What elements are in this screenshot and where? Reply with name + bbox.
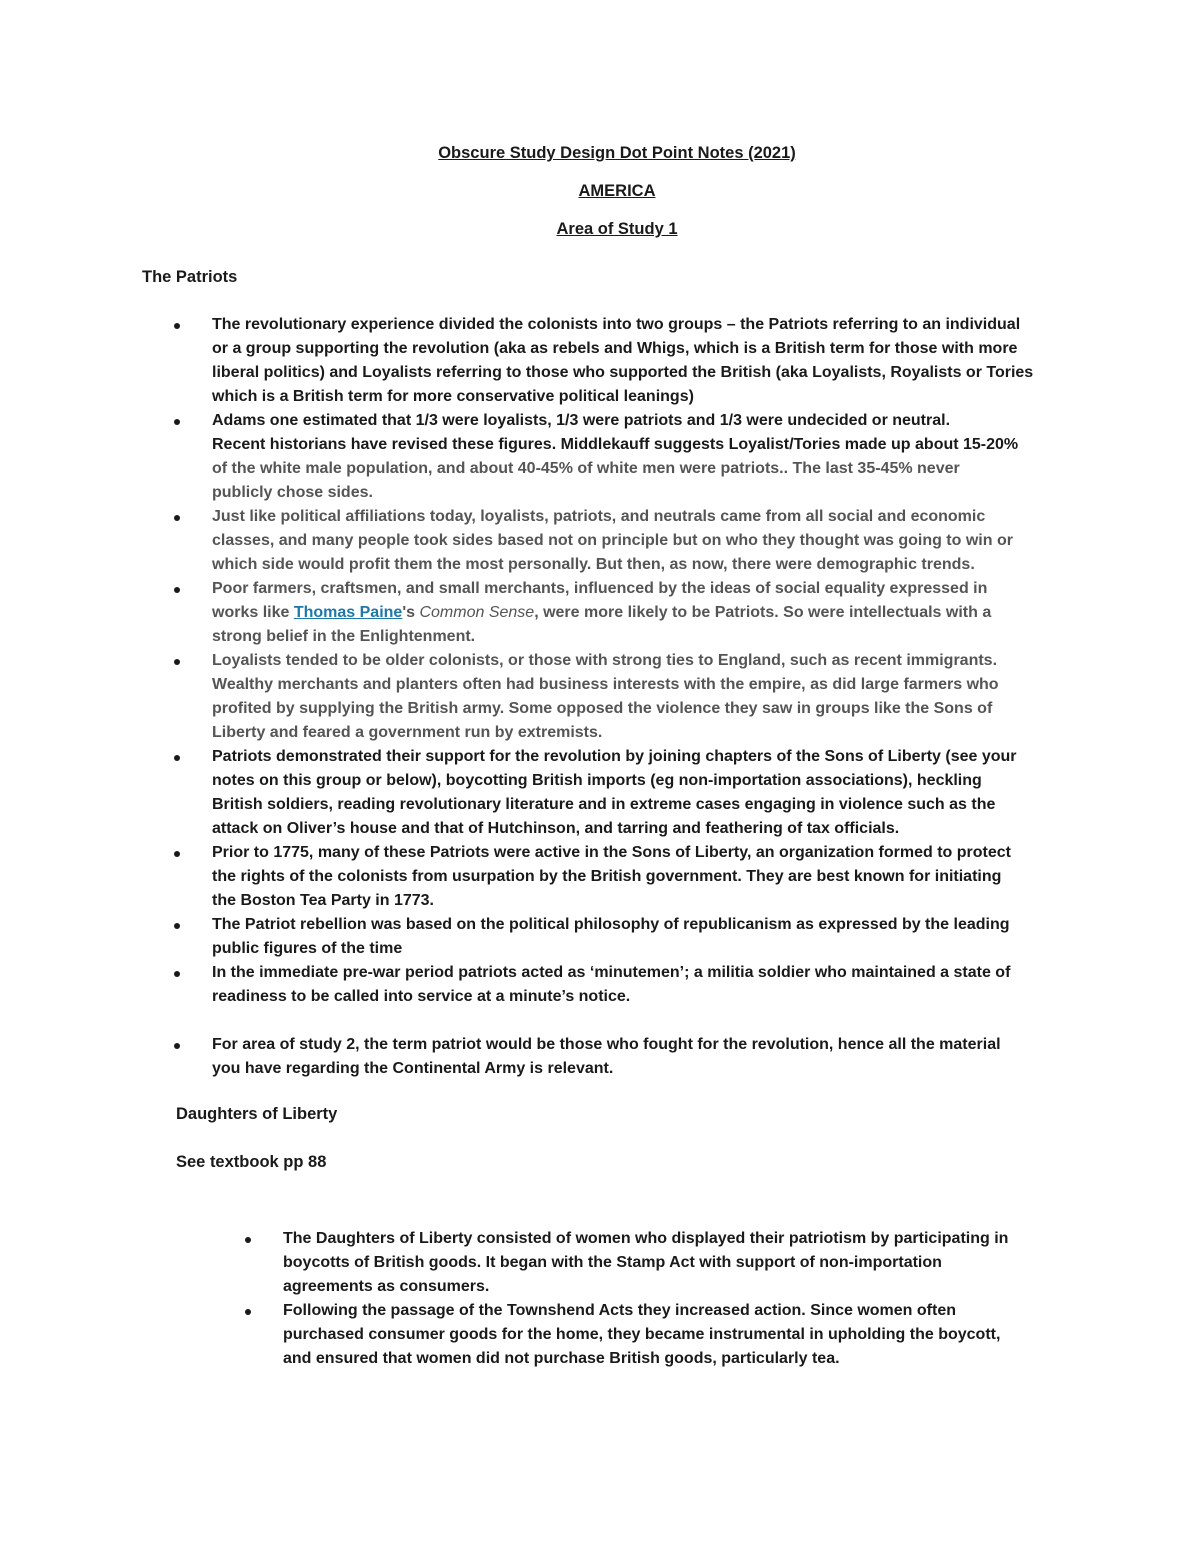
subject-heading: AMERICA [578, 182, 656, 200]
area-heading: Area of Study 1 [556, 220, 678, 238]
bullet-icon [174, 1043, 180, 1049]
bullet-icon [174, 971, 180, 977]
daughters-list [283, 1227, 1008, 1371]
list-item: Patriots demonstrated their support for the revolution by joining chapters of the Sons of Liberty (see your notes on this group or below), boycotting British imports (eg non-importation associations), heckling British soldiers, reading revolutionary literature and in extreme cases engaging in violence such as the attack on Oliver’s house and that of Hutchinson, and tarring and feathering of tax officials. [212, 745, 1033, 841]
textbook-reference: See textbook pp 88 [176, 1153, 327, 1171]
bullet-icon [174, 323, 180, 329]
list-item: Following the passage of the Townshend Acts they increased action. Since women often purchased consumer goods for the home, they became instrumental in upholding the boycott, and ensured that women did not purchase British goods, particularly tea. [283, 1299, 1008, 1371]
bullet-icon [174, 515, 180, 521]
list-item: Loyalists tended to be older colonists, or those with strong ties to England, such as recent immigrants. Wealthy merchants and planters often had business interests with the empire, as did large farmers who profited by supplying the British army. Some opposed the violence they saw in groups like the Sons of Liberty and feared a government run by extremists. [212, 649, 1033, 745]
document-title: Obscure Study Design Dot Point Notes (2021) [438, 144, 796, 162]
patriots-list [212, 313, 1033, 1081]
bullet-icon [174, 851, 180, 857]
bullet-icon [174, 755, 180, 761]
daughters-heading: Daughters of Liberty [176, 1105, 338, 1123]
patriots-heading: The Patriots [142, 268, 238, 286]
bullet-icon [174, 923, 180, 929]
list-item: The Patriot rebellion was based on the political philosophy of republicanism as expressed by the leading public figures of the time [212, 913, 1033, 961]
bullet-icon [245, 1309, 251, 1315]
list-item: The revolutionary experience divided the colonists into two groups – the Patriots referring to an individual or a group supporting the revolution (aka as rebels and Whigs, which is a British term for those with more liberal politics) and Loyalists referring to those who supported the British (aka Loyalists, Royalists or Tories which is a British term for more conservative political leanings) [212, 313, 1033, 409]
thomas-paine-link[interactable]: Thomas Paine [293, 604, 403, 621]
bullet-icon [174, 659, 180, 665]
list-item: For area of study 2, the term patriot would be those who fought for the revolution, hence all the material you have regarding the Continental Army is relevant. [212, 1033, 1033, 1081]
bullet-icon [245, 1237, 251, 1243]
list-item: In the immediate pre-war period patriots acted as ‘minutemen’; a militia soldier who maintained a state of readiness to be called into service at a minute’s notice. [212, 961, 1033, 1009]
list-item: Just like political affiliations today, loyalists, patriots, and neutrals came from all social and economic classes, and many people took sides based not on principle but on who they thought was going to win or which side would profit them the most personally. But then, as now, there were demographic trends. [212, 505, 1033, 577]
list-item: Adams one estimated that 1/3 were loyalists, 1/3 were patriots and 1/3 were undecided or neutral. Recent historians have revised these figures. Middlekauff suggests Loyalist/Tories made up about 15-20% of the white male population, and about 40-45% of white men were patriots.. The last 35-45% never publicly chose sides. [212, 409, 1033, 505]
bullet-icon [174, 419, 180, 425]
list-item: Poor farmers, craftsmen, and small merchants, influenced by the ideas of social equality expressed in works like Thomas Paine's Common Sense, were more likely to be Patriots. So were intellectuals with a strong belief in the Enlightenment. [212, 577, 1033, 649]
list-item: The Daughters of Liberty consisted of women who displayed their patriotism by participating in boycotts of British goods. It began with the Stamp Act with support of non-importation agreements as consumers. [283, 1227, 1008, 1299]
bullet-icon [174, 587, 180, 593]
list-item: Prior to 1775, many of these Patriots were active in the Sons of Liberty, an organization formed to protect the rights of the colonists from usurpation by the British government. They are best known for initiating the Boston Tea Party in 1773. [212, 841, 1033, 913]
